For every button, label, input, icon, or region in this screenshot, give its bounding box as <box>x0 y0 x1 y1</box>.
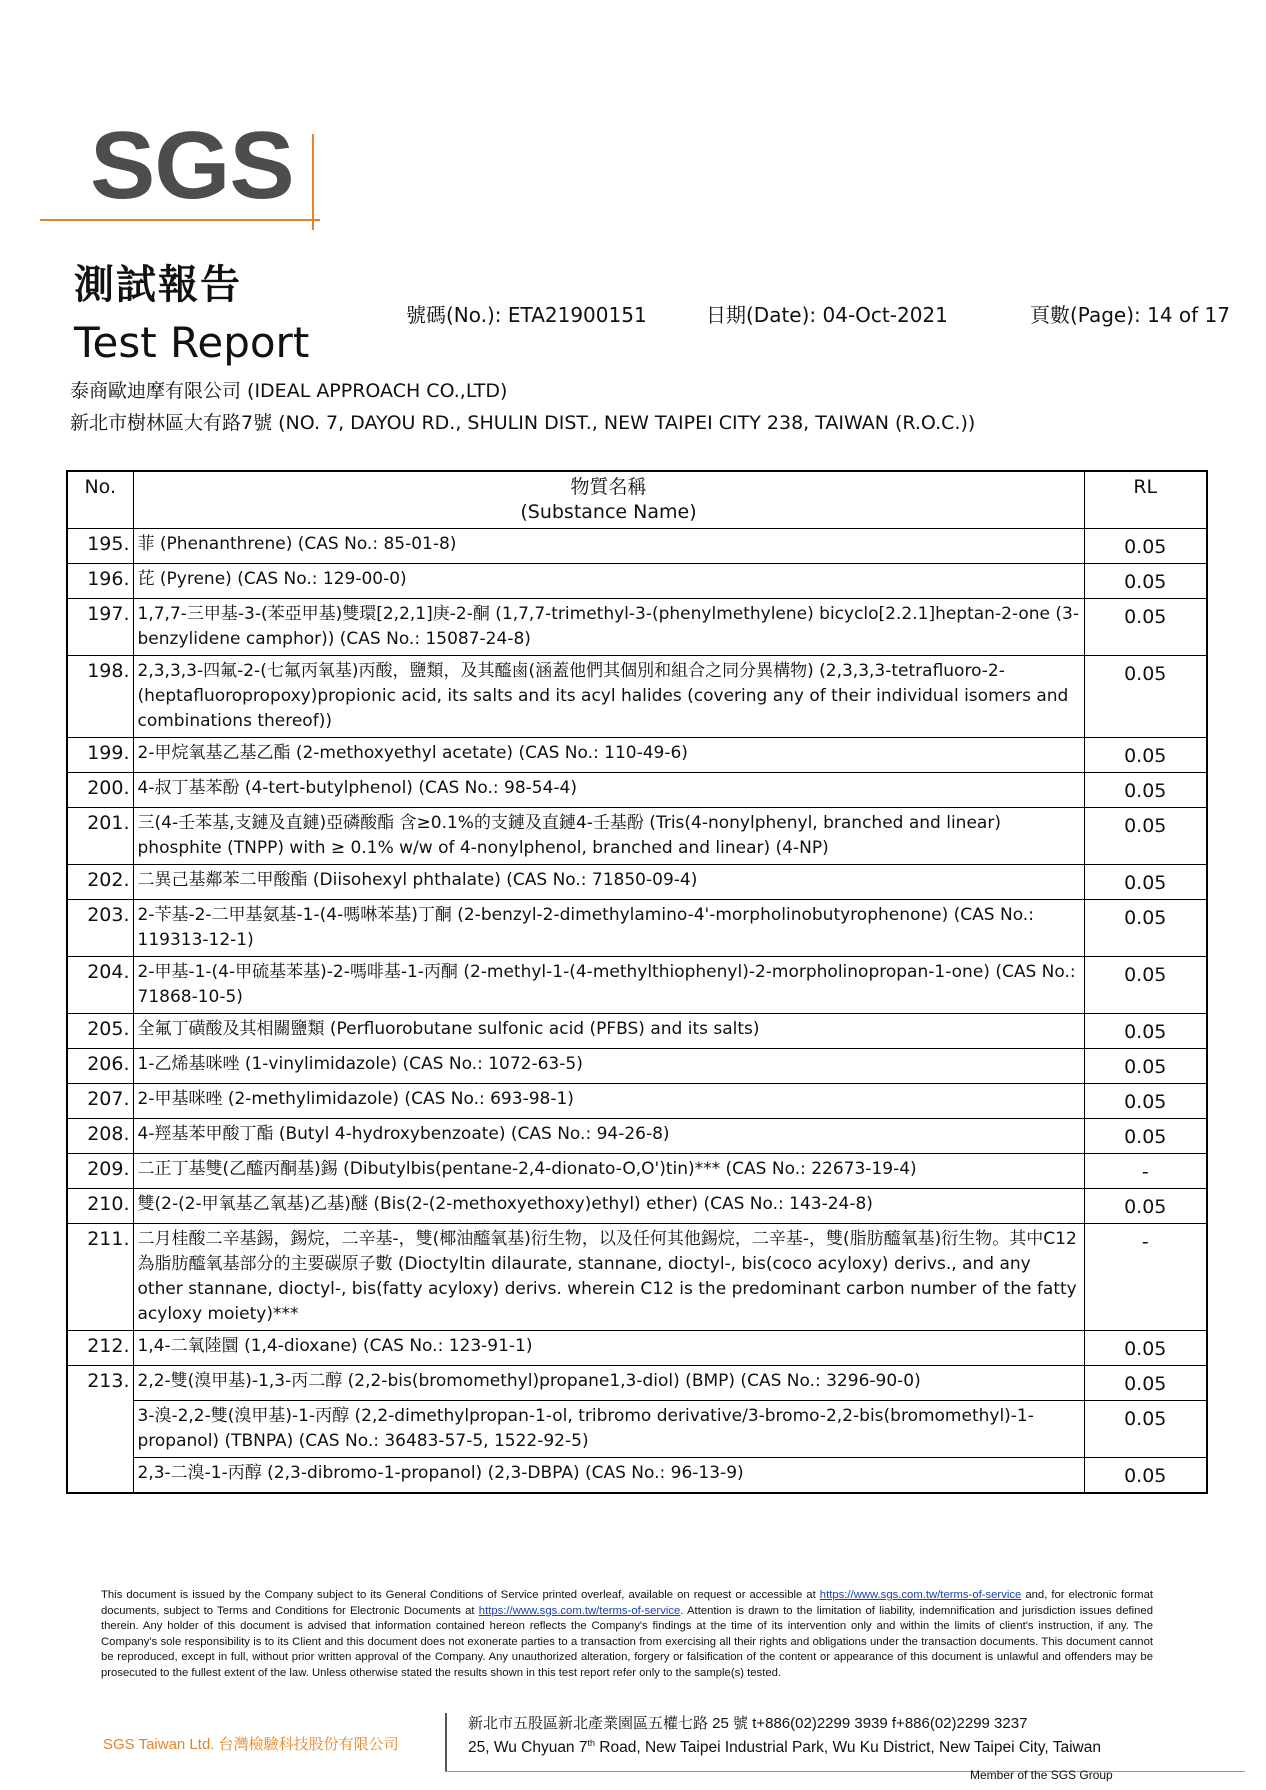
substance-name: 菲 (Phenanthrene) (CAS No.: 85-01-8) <box>133 529 1084 564</box>
substance-name: 雙(2-(2-甲氧基乙氧基)乙基)醚 (Bis(2-(2-methoxyethoxy)ethyl) ether) (CAS No.: 143-24-8) <box>133 1189 1084 1224</box>
row-number: 201. <box>67 808 133 865</box>
table-row <box>67 865 1207 900</box>
row-number: 205. <box>67 1014 133 1049</box>
substance-name: 2,2-雙(溴甲基)-1,3-丙二醇 (2,2-bis(bromomethyl)propane1,3-diol) (BMP) (CAS No.: 3296-90-0) <box>133 1366 1084 1401</box>
title-english: Test Report <box>74 318 310 367</box>
reporting-limit: 0.05 <box>1084 564 1207 599</box>
footer-address-en <box>468 1738 1101 1757</box>
logo-underline <box>40 219 320 221</box>
title-chinese: 測試報告 <box>74 262 242 308</box>
table-row <box>67 1154 1207 1189</box>
reporting-limit: 0.05 <box>1084 773 1207 808</box>
table-row <box>67 808 1207 865</box>
row-number: 203. <box>67 900 133 957</box>
footer-company: SGS Taiwan Ltd. 台灣檢驗科技股份有限公司 <box>103 1736 399 1753</box>
disclaimer-part-2: and, for electronic format documents, subject to Terms and Conditions for Electronic Documents at <box>101 1589 1154 1617</box>
table-row <box>67 1401 1207 1458</box>
substance-name: 2,3,3,3-四氟-2-(七氟丙氧基)丙酸，鹽類，及其醯鹵(涵蓋他們其個別和組合之同分異構物) (2,3,3,3-tetrafluoro-2-(heptafluoropropoxy)propionic acid, its salts and its acyl halides (covering any of their individual isomers and combinations thereof)) <box>133 656 1084 738</box>
table-row <box>67 1084 1207 1119</box>
table-row <box>67 1049 1207 1084</box>
row-number: 204. <box>67 957 133 1014</box>
row-number: 210. <box>67 1189 133 1224</box>
reporting-limit: 0.05 <box>1084 1119 1207 1154</box>
row-number: 207. <box>67 1084 133 1119</box>
reporting-limit: 0.05 <box>1084 1401 1207 1458</box>
reporting-limit: 0.05 <box>1084 1366 1207 1401</box>
reporting-limit: 0.05 <box>1084 1084 1207 1119</box>
substance-name: 3-溴-2,2-雙(溴甲基)-1-丙醇 (2,2-dimethylpropan-1-ol, tribromo derivative/3-bromo-2,2-bis(bromomethyl)-1-propanol) (TBNPA) (CAS No.: 36483-57-5, 1522-92-5) <box>133 1401 1084 1458</box>
footer-orange-rule <box>445 1771 1245 1772</box>
header-substance-zh: 物質名稱 <box>570 476 647 498</box>
disclaimer-part-1: This document is issued by the Company subject to its General Conditions of Service printed overleaf, available on request or accessible at <box>101 1589 820 1601</box>
table-row <box>67 1331 1207 1366</box>
table-row <box>67 1014 1207 1049</box>
table-row <box>67 1366 1207 1401</box>
reporting-limit: 0.05 <box>1084 1049 1207 1084</box>
substance-name: 2-甲烷氧基乙基乙酯 (2-methoxyethyl acetate) (CAS No.: 110-49-6) <box>133 738 1084 773</box>
logo-vertical-bar <box>312 134 314 230</box>
substance-name: 二月桂酸二辛基錫，錫烷，二辛基-，雙(椰油醯氧基)衍生物，以及任何其他錫烷，二辛基-，雙(脂肪醯氧基)衍生物。其中C12為脂肪醯氧基部分的主要碳原子數 (Dioctyltin dilaurate, stannane, dioctyl-, bis(coco acyloxy) derivs., and any other stannane, dioctyl-, bis(fatty acyloxy) derivs. wherein C12 is the predominant carbon number of the fatty acyloxy moiety)*** <box>133 1224 1084 1331</box>
report-number: 號碼(No.): ETA21900151 <box>406 303 647 327</box>
row-number: 198. <box>67 656 133 738</box>
substance-table <box>66 470 1208 1494</box>
row-number: 199. <box>67 738 133 773</box>
substance-name: 1,7,7-三甲基-3-(苯亞甲基)雙環[2,2,1]庚-2-酮 (1,7,7-trimethyl-3-(phenylmethylene) bicyclo[2.2.1]heptan-2-one (3-benzylidene camphor)) (CAS No.: 15087-24-8) <box>133 599 1084 656</box>
reporting-limit: 0.05 <box>1084 599 1207 656</box>
row-number: 213. <box>67 1366 133 1401</box>
table-row <box>67 900 1207 957</box>
row-number: 206. <box>67 1049 133 1084</box>
substance-name: 2-甲基-1-(4-甲硫基苯基)-2-嗎啡基-1-丙酮 (2-methyl-1-(4-methylthiophenyl)-2-morpholinopropan-1-one) (CAS No.: 71868-10-5) <box>133 957 1084 1014</box>
address-en-part-b: Road, New Taipei Industrial Park, Wu Ku District, New Taipei City, Taiwan <box>595 1739 1101 1757</box>
header-substance <box>133 471 1084 529</box>
reporting-limit: 0.05 <box>1084 738 1207 773</box>
header-rl: RL <box>1084 471 1207 529</box>
reporting-limit: - <box>1084 1154 1207 1189</box>
row-number: 212. <box>67 1331 133 1366</box>
disclaimer-part-3: . Attention is drawn to the limitation of liability, indemnification and jurisdiction issues defined therein. Any holder of this document is advised that information contained hereon reflects the Company's findings at the time of its intervention only and within the limits of client's instruction, if any. The Company's sole responsibility is to its Client and this document does not exonerate parties to a transaction from exercising all their rights and obligations under the transaction documents. This document cannot be reproduced, except in full, without prior written approval of the Company. Any unauthorized alteration, forgery or falsification of the content or appearance of this document is unlawful and offenders may be prosecuted to the fullest extent of the law. Unless otherwise stated the results shown in this test report refer only to the sample(s) tested. <box>101 1604 1153 1679</box>
sgs-logo <box>40 112 320 230</box>
substance-name: 1-乙烯基咪唑 (1-vinylimidazole) (CAS No.: 1072-63-5) <box>133 1049 1084 1084</box>
client-address: 新北市樹林區大有路7號 (NO. 7, DAYOU RD., SHULIN DIST., NEW TAIPEI CITY 238, TAIWAN (R.O.C.)) <box>70 412 976 434</box>
footer-divider <box>445 1713 447 1771</box>
table-body <box>67 529 1207 1494</box>
row-number: 209. <box>67 1154 133 1189</box>
reporting-limit: 0.05 <box>1084 1331 1207 1366</box>
table-row <box>67 564 1207 599</box>
client-name: 泰商歐迪摩有限公司 (IDEAL APPROACH CO.,LTD) <box>70 380 508 402</box>
substance-name: 二正丁基雙(乙醯丙酮基)錫 (Dibutylbis(pentane-2,4-dionato-O,O')tin)*** (CAS No.: 22673-19-4) <box>133 1154 1084 1189</box>
header-substance-en: (Substance Name) <box>520 501 697 523</box>
substance-name: 二異己基鄰苯二甲酸酯 (Diisohexyl phthalate) (CAS No.: 71850-09-4) <box>133 865 1084 900</box>
row-number: 196. <box>67 564 133 599</box>
substance-name: 2-苄基-2-二甲基氨基-1-(4-嗎啉苯基)丁酮 (2-benzyl-2-dimethylamino-4'-morpholinobutyrophenone) (CAS No.: 119313-12-1) <box>133 900 1084 957</box>
table-row <box>67 529 1207 564</box>
table-row <box>67 1458 1207 1494</box>
substance-name: 三(4-壬苯基,支鏈及直鏈)亞磷酸酯 含≥0.1%的支鏈及直鏈4-壬基酚 (Tris(4-nonylphenyl, branched and linear) phosphite (TNPP) with ≥ 0.1% w/w of 4-nonylphenol, branched and linear) (4-NP) <box>133 808 1084 865</box>
footer-member: Member of the SGS Group <box>970 1768 1113 1782</box>
substance-name: 2-甲基咪唑 (2-methylimidazole) (CAS No.: 693-98-1) <box>133 1084 1084 1119</box>
address-en-superscript: th <box>587 1738 595 1748</box>
reporting-limit: 0.05 <box>1084 808 1207 865</box>
table-header-row <box>67 471 1207 529</box>
table-row <box>67 773 1207 808</box>
row-number: 202. <box>67 865 133 900</box>
table-row <box>67 1189 1207 1224</box>
reporting-limit: 0.05 <box>1084 1014 1207 1049</box>
reporting-limit: 0.05 <box>1084 1189 1207 1224</box>
substance-name: 1,4-二氧陸圜 (1,4-dioxane) (CAS No.: 123-91-1) <box>133 1331 1084 1366</box>
table-row <box>67 957 1207 1014</box>
row-number: 197. <box>67 599 133 656</box>
footer-address-zh: 新北市五股區新北產業園區五權七路 25 號 t+886(02)2299 3939 f+886(02)2299 3237 <box>468 1715 1028 1732</box>
substance-name: 4-叔丁基苯酚 (4-tert-butylphenol) (CAS No.: 98-54-4) <box>133 773 1084 808</box>
address-en-part-a: 25, Wu Chyuan 7 <box>468 1739 588 1757</box>
page-indicator: 頁數(Page): 14 of 17 <box>1030 303 1231 327</box>
row-number: 195. <box>67 529 133 564</box>
reporting-limit: 0.05 <box>1084 900 1207 957</box>
table-row <box>67 656 1207 738</box>
reporting-limit: 0.05 <box>1084 529 1207 564</box>
substance-name: 芘 (Pyrene) (CAS No.: 129-00-0) <box>133 564 1084 599</box>
reporting-limit: 0.05 <box>1084 656 1207 738</box>
row-number: 208. <box>67 1119 133 1154</box>
reporting-limit: 0.05 <box>1084 1458 1207 1494</box>
reporting-limit: 0.05 <box>1084 865 1207 900</box>
terms-link-1[interactable]: https://www.sgs.com.tw/terms-of-service <box>819 1589 1022 1601</box>
sgs-wordmark: SGS <box>90 112 294 219</box>
table-row <box>67 738 1207 773</box>
substance-name: 2,3-二溴-1-丙醇 (2,3-dibromo-1-propanol) (2,3-DBPA) (CAS No.: 96-13-9) <box>133 1458 1084 1494</box>
table-row <box>67 1119 1207 1154</box>
row-number: 200. <box>67 773 133 808</box>
terms-link-2[interactable]: https://www.sgs.com.tw/terms-of-service <box>478 1604 681 1617</box>
reporting-limit: - <box>1084 1224 1207 1331</box>
header-no: No. <box>67 471 133 529</box>
substance-name: 全氟丁磺酸及其相關鹽類 (Perfluorobutane sulfonic acid (PFBS) and its salts) <box>133 1014 1084 1049</box>
substance-name: 4-羥基苯甲酸丁酯 (Butyl 4-hydroxybenzoate) (CAS No.: 94-26-8) <box>133 1119 1084 1154</box>
table-row <box>67 1224 1207 1331</box>
table-row <box>67 599 1207 656</box>
row-number <box>67 1401 133 1458</box>
reporting-limit: 0.05 <box>1084 957 1207 1014</box>
row-number <box>67 1458 133 1494</box>
row-number: 211. <box>67 1224 133 1331</box>
footer-disclaimer <box>101 1588 1153 1681</box>
report-date: 日期(Date): 04-Oct-2021 <box>706 303 948 327</box>
